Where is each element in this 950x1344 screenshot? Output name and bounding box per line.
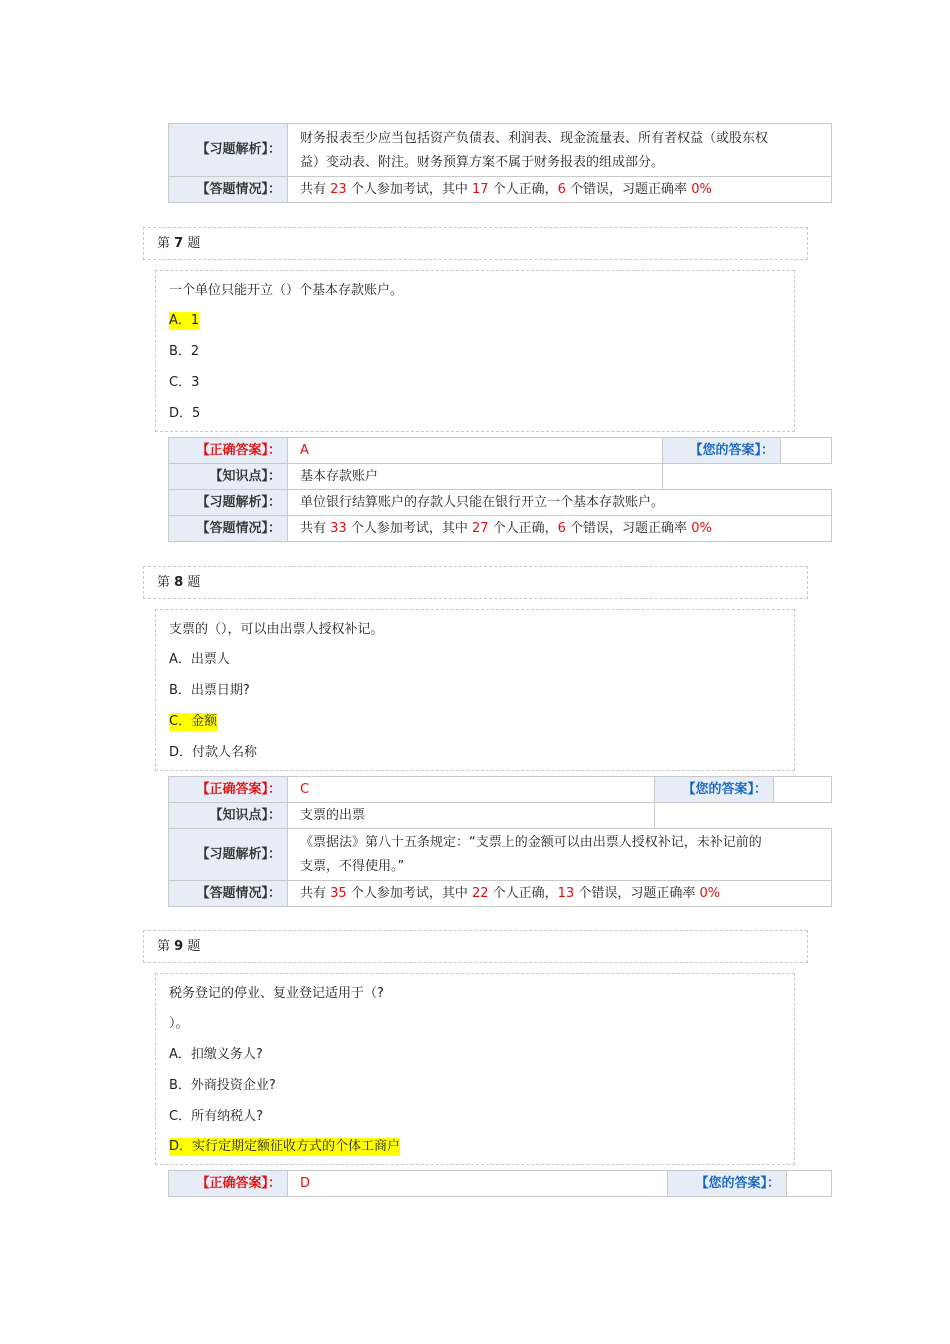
q8-correct-label: 【正确答案】： xyxy=(169,777,288,803)
q9-correct-answer: D xyxy=(288,1171,668,1197)
q8-explain-text xyxy=(288,829,832,881)
q8-question-text: 支票的（），可以由出票人授权补记。 xyxy=(169,622,384,637)
q9-option-b: B．外商投资企业? xyxy=(169,1078,276,1093)
q6-stats: 共有 23 个人参加考试，其中 17 个人正确，6 个错误，习题正确率 0% xyxy=(288,177,832,203)
q7-option-d: D．5 xyxy=(169,406,201,421)
q8-your-answer xyxy=(774,777,832,803)
q8-total: 35 xyxy=(330,885,347,901)
q8-your-answer-label: 【您的答案】： xyxy=(655,777,774,803)
q9-option-d: D．实行定期定额征收方式的个体工商户 xyxy=(169,1139,401,1154)
q7-rate: 0% xyxy=(691,520,712,536)
q7-correct-answer: A xyxy=(288,438,663,464)
q7-question-text: 一个单位只能开立（）个基本存款账户。 xyxy=(169,283,404,298)
q9-option-c: C．所有纳税人? xyxy=(169,1109,263,1124)
q6-explain-label: 【习题解析】： xyxy=(169,124,288,177)
q7-your-answer xyxy=(781,438,832,464)
q9-your-answer xyxy=(787,1171,832,1197)
q9-correct-label: 【正确答案】： xyxy=(169,1171,288,1197)
q8-correct-count: 22 xyxy=(471,885,489,901)
q7-your-answer-label: 【您的答案】： xyxy=(663,438,781,464)
q9-your-answer-label: 【您的答案】： xyxy=(668,1171,787,1197)
q9-number: 9 xyxy=(174,939,184,954)
q7-option-a: A．1 xyxy=(169,313,200,328)
q7-answer-table xyxy=(168,437,832,542)
q8-wrong-count: 13 xyxy=(557,885,575,901)
q7-wrong-count: 6 xyxy=(557,520,566,536)
q6-explain-line2: 益）变动表、附注。财务预算方案不属于财务报表的组成部分。 xyxy=(300,154,665,170)
q6-explain-text xyxy=(288,124,832,177)
q6-rate: 0% xyxy=(691,181,712,197)
q7-correct-label: 【正确答案】： xyxy=(169,438,288,464)
q6-wrong-count: 6 xyxy=(557,181,566,197)
q7-stats: 共有 33 个人参加考试，其中 27 个人正确，6 个错误，习题正确率 0% xyxy=(288,516,832,542)
q9-question-line2: ）。 xyxy=(169,1016,189,1031)
q6-correct-count: 17 xyxy=(471,181,489,197)
q8-option-b: B．出票日期? xyxy=(169,683,250,698)
q8-stats-label: 【答题情况】： xyxy=(169,881,288,907)
q7-stats-label: 【答题情况】： xyxy=(169,516,288,542)
q8-option-c: C．金额 xyxy=(169,714,218,729)
q8-explain-label: 【习题解析】： xyxy=(169,829,288,881)
q6-total: 23 xyxy=(330,181,347,197)
q7-correct-count: 27 xyxy=(471,520,489,536)
q7-option-c: C．3 xyxy=(169,375,200,390)
q7-option-b: B．2 xyxy=(169,344,200,359)
q9-answer-table xyxy=(168,1170,832,1197)
q9-question-box xyxy=(155,973,795,1165)
q8-knowledge-label: 【知识点】： xyxy=(169,803,288,829)
q8-header: 第 8 题 xyxy=(143,566,808,599)
q8-correct-answer: C xyxy=(288,777,655,803)
q9-question-line1: 税务登记的停业、复业登记适用于（? xyxy=(169,986,384,1001)
q7-total: 33 xyxy=(330,520,347,536)
q8-answer-table xyxy=(168,776,832,907)
q6-stats-label: 【答题情况】： xyxy=(169,177,288,203)
q7-explain-label: 【习题解析】： xyxy=(169,490,288,516)
q7-knowledge-label: 【知识点】： xyxy=(169,464,288,490)
q8-rate: 0% xyxy=(699,885,721,901)
q6-explain-line1: 财务报表至少应当包括资产负债表、利润表、现金流量表、所有者权益（或股东权 xyxy=(300,130,769,146)
q7-explain-text: 单位银行结算账户的存款人只能在银行开立一个基本存款账户。 xyxy=(288,490,832,516)
q8-option-a: A．出票人 xyxy=(169,652,230,667)
q8-number: 8 xyxy=(174,575,184,590)
q8-stats: 共有 35 个人参加考试，其中 22 个人正确，13 个错误，习题正确率 0% xyxy=(288,881,832,907)
q7-number: 7 xyxy=(174,236,184,251)
q9-header: 第 9 题 xyxy=(143,930,808,963)
q6-info-table xyxy=(168,123,832,203)
q8-explain-line2: 支票，不得使用。” xyxy=(300,858,405,874)
q8-question-box xyxy=(155,609,795,771)
q8-option-d: D．付款人名称 xyxy=(169,745,258,760)
q7-header: 第 7 题 xyxy=(143,227,808,260)
q9-option-a: A．扣缴义务人? xyxy=(169,1047,263,1062)
q7-knowledge: 基本存款账户 xyxy=(288,464,663,490)
q8-explain-line1: 《票据法》第八十五条规定：“支票上的金额可以由出票人授权补记，未补记前的 xyxy=(300,834,762,850)
q8-knowledge: 支票的出票 xyxy=(288,803,655,829)
q7-question-box xyxy=(155,270,795,432)
